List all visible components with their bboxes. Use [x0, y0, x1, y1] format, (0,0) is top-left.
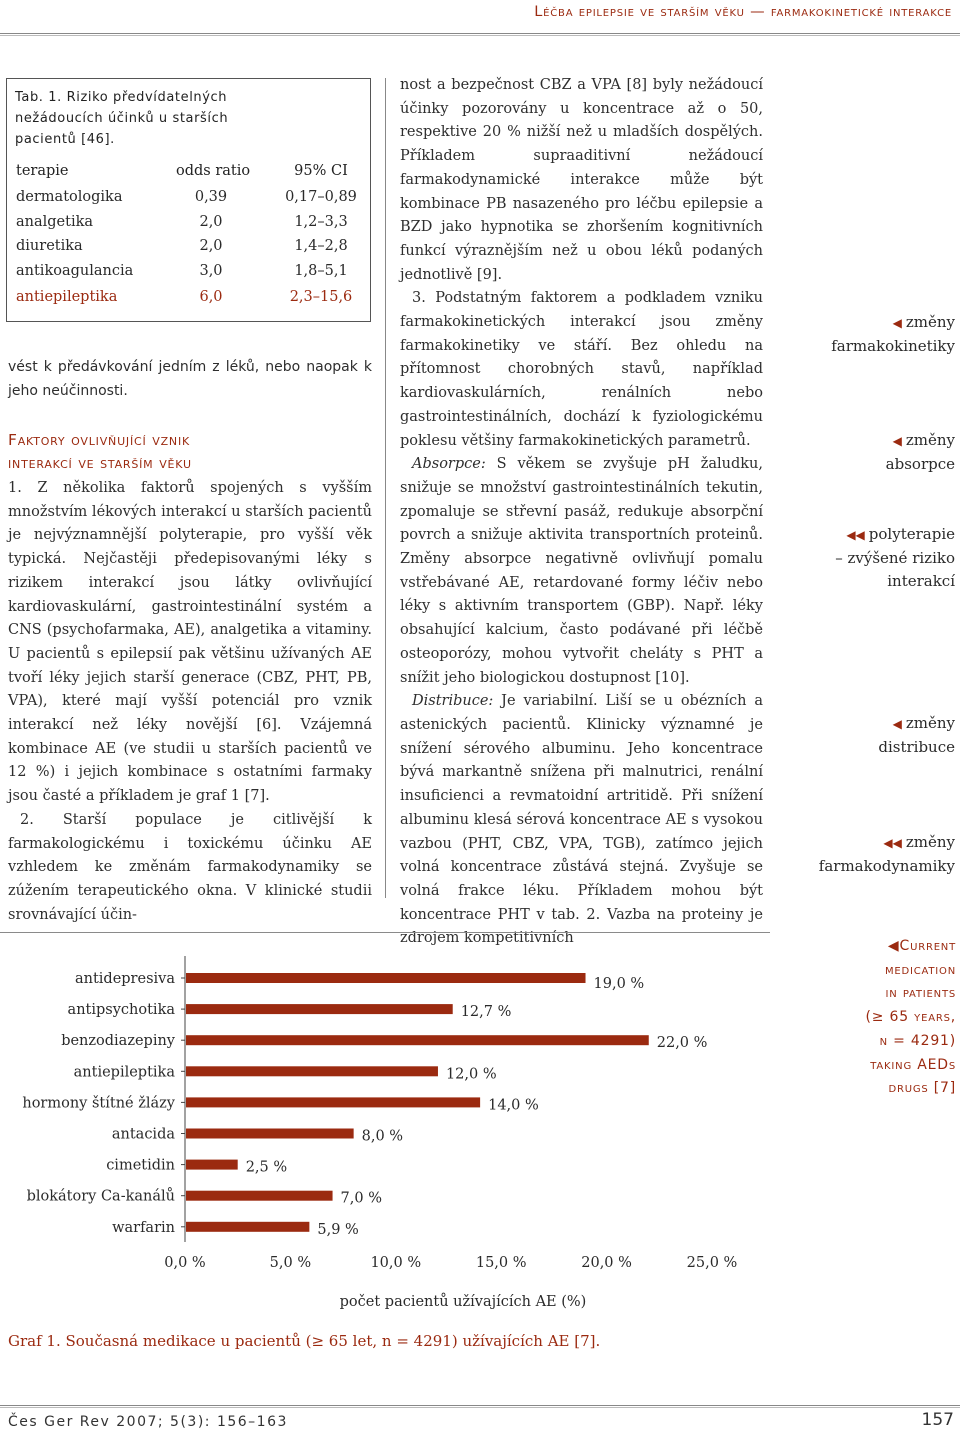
- bar: [186, 1004, 453, 1014]
- section-heading: [8, 429, 192, 475]
- table-cell: 1,2–3,3: [294, 214, 348, 230]
- intro-paragraph: vést k předávkování jedním z léků, nebo naopak k jeho neúčinnosti.: [8, 359, 372, 399]
- journal-citation: Čes Ger Rev 2007; 5(3): 156–163: [8, 1414, 288, 1430]
- paragraph: [400, 453, 763, 690]
- header-rule-thin: [0, 35, 960, 36]
- running-header: Léčba epilepsie ve starším věku — farmakokinetické interakce: [534, 4, 952, 20]
- data-label: 7,0 %: [340, 1190, 383, 1207]
- chart-separator: [0, 932, 770, 933]
- table-cell: antiepileptika: [16, 289, 118, 305]
- table-cell: analgetika: [16, 214, 94, 230]
- table-row: [16, 259, 362, 284]
- table-caption-line: nežádoucích účinků u starších: [15, 111, 229, 126]
- column-divider: [385, 78, 386, 898]
- column-header: terapie: [16, 163, 69, 179]
- column-header: odds ratio: [176, 163, 251, 179]
- paragraph-text: S věkem se zvyšuje pH žaludku, snižuje se množství gastrointestinálních tekutin, zpomaluje se střevní pasáž, redukuje absorpční povrch a snižuje aktivita transportních proteinů. Změny absorpce negativně ovlivňují pomalu vstřebávané AE, retardované formy léčiv nebo léky s aktivním transportem (GBP). Např. léky obsahující kalcium, často podávané při léčbě osteoporózy, mohou vytvořit cheláty s PHT a snížit jeho biologickou dostupnost [10].: [400, 456, 763, 686]
- table-cell: 3,0: [199, 263, 223, 279]
- table-cell: 2,3–15,6: [289, 289, 353, 305]
- x-tick-label: 0,0 %: [164, 1255, 206, 1271]
- double-arrow-left-icon: ◀◀: [883, 836, 902, 850]
- side-caption-line: taking AEDs: [870, 1056, 956, 1073]
- table-caption-line: Tab. 1. Riziko předvídatelných: [15, 90, 228, 105]
- page-number: 157: [921, 1410, 954, 1430]
- side-note: [800, 523, 955, 593]
- category-label: antacida: [111, 1126, 175, 1143]
- side-caption-line: drugs [7]: [888, 1080, 956, 1097]
- bar: [186, 1222, 309, 1232]
- double-arrow-left-icon: ◀◀: [846, 528, 865, 542]
- data-label: 5,9 %: [317, 1221, 359, 1238]
- paragraph: 2. Starší populace je citlivější k farmakologickému i toxickému účinku AE vzhledem ke změnám farmakodynamiky se zúžením terapeutického okna. V klinické studii srovnávající účin-: [8, 811, 372, 923]
- data-label: 12,0 %: [445, 1066, 497, 1083]
- paragraph: 1. Z několika faktorů spojených s vyšším množstvím lékových interakcí u starších pacientů je nejvýznamnější polyterapie, pro vyšší věk typická. Nejčastěji předepisovanými léky s rizikem interakcí jsou látky ovlivňující kardiovaskulární, gastrointestinální systém a CNS (psychofarmaka, AE), analgetika a vitaminy. U pacientů s epilepsií pak většinu užívaných AE tvoří léky jejich starší generace (CBZ, PHT, PB, VPA), které mají vyšší potenciál pro vznik interakcí než léky novější [6]. Vzájemná kombinace AE (ve studii u starších pacientů ve 12 %) i jejich kombinace s ostatními farmaky jsou časté a příkladem je graf 1 [7].: [8, 480, 372, 805]
- table-cell: antikoagulancia: [16, 263, 134, 279]
- paragraph-text: Je variabilní. Liší se u obézních a astenických pacientů. Klinicky významné je snížení sérového albuminu. Jeho koncentrace bývá markantně snížena při malnutrici, renální insuficienci a revmatoidní artritidě. Při snížení albuminu klesá sérová koncentrace AE s vysokou vazbou (PHT, CBZ, VPA, TGB), zatímco jejich volná koncentrace zůstává stejná. Zvyšuje se volná frakce léku. Příkladem mohou být koncentrace PHT v tab. 2. Vazba na proteiny je zdrojem kompetitivních: [400, 693, 763, 947]
- side-note-line: absorpce: [885, 455, 955, 473]
- arrow-left-icon: ◀: [892, 434, 902, 448]
- side-note-line: polyterapie: [868, 525, 955, 543]
- table-row-highlight: [16, 285, 362, 310]
- footer-rule-thin: [0, 1407, 960, 1408]
- paragraph: 3. Podstatným faktorem a podkladem vzniku farmakokinetických interakcí jsou změny farmakokinetiky ve stáří. Bez ohledu na přítomnost chorobných stavů, například kardiovaskulárních, renálních nebo gastrointestinálních, dochází k fyziologickému poklesu většiny farmakokinetických parametrů.: [400, 290, 763, 449]
- category-label: hormony štítné žlázy: [22, 1095, 175, 1112]
- table-cell: dermatologika: [16, 189, 123, 205]
- x-tick-label: 5,0 %: [269, 1255, 312, 1271]
- table-row: [16, 210, 362, 235]
- footer-rule: [0, 1405, 960, 1406]
- side-note: [800, 712, 955, 759]
- arrow-left-icon: ◀: [887, 938, 900, 954]
- table-row: [16, 185, 362, 210]
- paragraph: [400, 690, 763, 951]
- table-1: [6, 78, 371, 322]
- x-tick-label: 10,0 %: [370, 1255, 422, 1271]
- paragraph-label: Absorpce:: [412, 456, 486, 473]
- bar: [186, 973, 586, 983]
- side-note: [800, 429, 955, 476]
- side-note-line: změny: [905, 714, 955, 732]
- table-row: [16, 234, 362, 259]
- category-label: antiepileptika: [73, 1064, 175, 1081]
- category-label: antidepresiva: [74, 971, 175, 987]
- column-1-body: [8, 477, 372, 927]
- bar: [186, 1035, 649, 1045]
- side-caption-line: Current: [899, 938, 956, 954]
- bar: [186, 1129, 354, 1139]
- data-label: 12,7 %: [460, 1004, 512, 1021]
- data-label: 19,0 %: [593, 976, 645, 992]
- table-cell: 0,39: [194, 189, 228, 205]
- english-side-caption: [800, 935, 956, 1101]
- table-cell: 2,0: [199, 238, 223, 254]
- column-2-body: [400, 74, 763, 951]
- category-label: benzodiazepiny: [61, 1033, 175, 1050]
- paragraph: nost a bezpečnost CBZ a VPA [8] byly nežádoucí účinky pozorovány u koncentrace až o 50, respektive 20 % nižší než u mladších dospělých. Příkladem supraaditivní nežádoucí farmakodynamické interakce může být kombinace PB nasazeného pro léčbu epilepsie a BZD jako hypnotika se zhoršením kognitivních funkcí výraznějším než u obou léků podaných jednotlivě [9].: [400, 77, 763, 283]
- table-cell: 0,17–0,89: [285, 189, 357, 205]
- category-label: cimetidin: [106, 1157, 175, 1174]
- table-cell: 1,8–5,1: [294, 263, 348, 279]
- bar-chart: [0, 940, 770, 1330]
- section-heading-line: interakcí ve starším věku: [8, 454, 192, 472]
- data-label: 8,0 %: [361, 1128, 404, 1145]
- table-cell: 1,4–2,8: [294, 238, 348, 254]
- side-note-line: změny: [905, 431, 955, 449]
- arrow-left-icon: ◀: [892, 316, 902, 330]
- side-note-line: změny: [905, 833, 955, 851]
- category-label: blokátory Ca-kanálů: [26, 1188, 175, 1205]
- side-caption-line: medication: [884, 961, 956, 978]
- bar: [186, 1191, 333, 1201]
- side-caption-line: (≥ 65 years,: [865, 1009, 956, 1026]
- column-header: 95% CI: [294, 163, 348, 179]
- table-caption-line: pacientů [46].: [15, 132, 115, 147]
- bar: [186, 1066, 438, 1076]
- arrow-left-icon: ◀: [892, 717, 902, 731]
- x-axis-title: počet pacientů užívajících AE (%): [339, 1294, 587, 1310]
- side-caption-line: in patients: [885, 985, 956, 1002]
- side-note-line: distribuce: [878, 738, 955, 756]
- category-label: warfarin: [112, 1219, 175, 1236]
- side-note: [800, 831, 955, 878]
- x-tick-label: 25,0 %: [686, 1255, 738, 1271]
- side-note: [800, 311, 955, 358]
- data-label: 2,5 %: [245, 1159, 288, 1176]
- side-note-line: farmakodynamiky: [818, 857, 955, 875]
- table-cell: diuretika: [16, 238, 83, 254]
- side-note-line: farmakokinetiky: [831, 337, 955, 355]
- table-caption: [15, 87, 228, 150]
- section-heading-line: Faktory ovlivňující vznik: [8, 431, 191, 449]
- header-rule: [0, 33, 960, 34]
- side-note-line: – zvýšené riziko: [835, 549, 955, 567]
- x-tick-label: 15,0 %: [475, 1255, 527, 1271]
- table-header-row: [16, 159, 362, 184]
- side-note-line: interakcí: [887, 572, 955, 590]
- data-label: 22,0 %: [656, 1035, 708, 1052]
- data-label: 14,0 %: [488, 1097, 539, 1114]
- chart-caption: Graf 1. Současná medikace u pacientů (≥ 65 let, n = 4291) užívajících AE [7].: [8, 1332, 601, 1350]
- category-label: antipsychotika: [67, 1002, 175, 1019]
- bar: [186, 1097, 480, 1107]
- x-tick-label: 20,0 %: [581, 1255, 632, 1271]
- paragraph-label: Distribuce:: [412, 693, 494, 710]
- side-caption-line: n = 4291): [879, 1032, 956, 1049]
- table-cell: 6,0: [199, 289, 223, 305]
- side-note-line: změny: [905, 313, 955, 331]
- table-cell: 2,0: [199, 214, 223, 230]
- bar: [186, 1160, 238, 1170]
